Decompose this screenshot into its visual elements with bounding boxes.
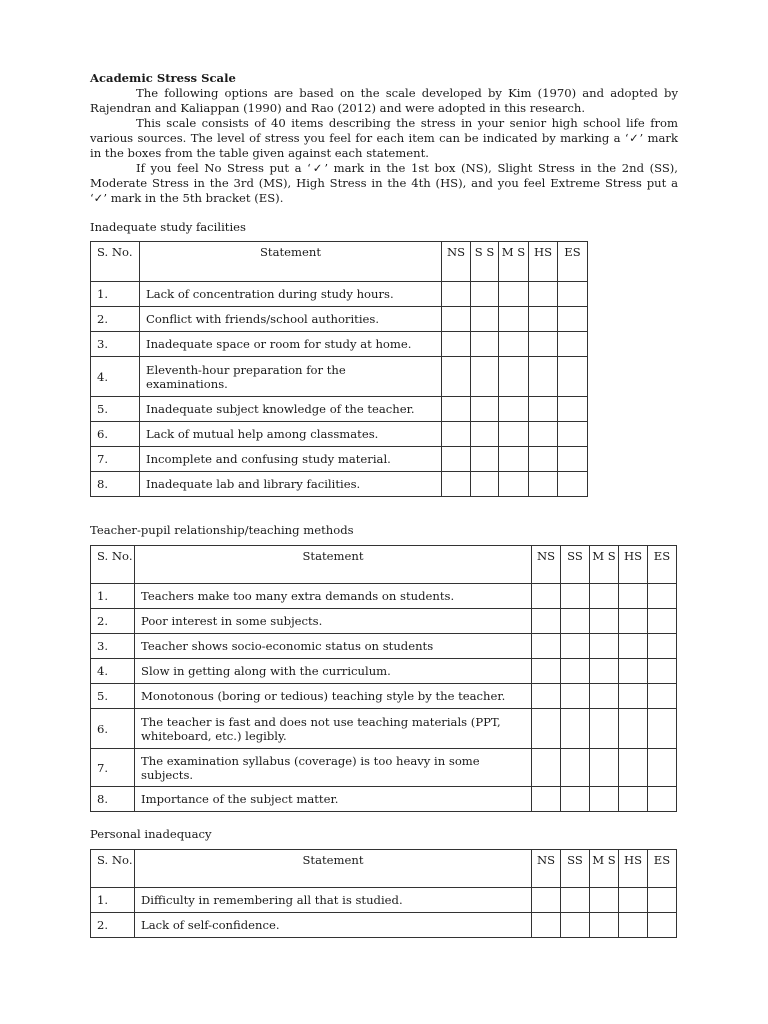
table-row [91, 422, 588, 447]
checkbox-ns[interactable] [442, 447, 471, 472]
checkbox-ns[interactable] [532, 634, 561, 659]
checkbox-ms[interactable] [499, 422, 529, 447]
table-row [91, 709, 677, 749]
table-row [91, 913, 677, 938]
row-number: 2. [91, 609, 135, 634]
checkbox-es[interactable] [648, 659, 677, 684]
header-ns: NS [532, 850, 561, 888]
row-number: 1. [91, 584, 135, 609]
checkbox-ns[interactable] [442, 307, 471, 332]
checkbox-ns[interactable] [442, 397, 471, 422]
document-title: Academic Stress Scale [90, 71, 236, 85]
row-number: 3. [91, 634, 135, 659]
row-number: 7. [91, 447, 140, 472]
checkbox-ms[interactable] [499, 357, 529, 397]
row-statement: Inadequate space or room for study at home. [140, 332, 442, 357]
checkbox-hs[interactable] [529, 332, 558, 357]
stress-table [90, 241, 588, 497]
intro-block [90, 71, 678, 206]
checkbox-ns[interactable] [442, 332, 471, 357]
checkbox-hs[interactable] [619, 913, 648, 938]
checkbox-ss[interactable] [561, 659, 590, 684]
row-statement: Lack of concentration during study hours. [140, 282, 442, 307]
checkbox-ms[interactable] [590, 584, 619, 609]
row-statement: Difficulty in remembering all that is studied. [135, 888, 532, 913]
header-es: ES [648, 850, 677, 888]
row-number: 6. [91, 422, 140, 447]
checkbox-ss[interactable] [471, 332, 499, 357]
checkbox-ms[interactable] [590, 659, 619, 684]
checkbox-ms[interactable] [590, 913, 619, 938]
checkbox-ms[interactable] [590, 749, 619, 787]
checkbox-es[interactable] [648, 787, 677, 812]
table-row [91, 472, 588, 497]
checkbox-ss[interactable] [561, 634, 590, 659]
header-ss: SS [561, 850, 590, 888]
checkbox-es[interactable] [558, 447, 588, 472]
row-statement: Poor interest in some subjects. [135, 609, 532, 634]
checkbox-hs[interactable] [529, 282, 558, 307]
checkbox-ms[interactable] [590, 609, 619, 634]
header-hs: HS [529, 242, 558, 282]
checkbox-ms[interactable] [590, 787, 619, 812]
table-row [91, 634, 677, 659]
row-statement: Lack of mutual help among classmates. [140, 422, 442, 447]
table-row [91, 447, 588, 472]
checkbox-ms[interactable] [590, 684, 619, 709]
checkbox-ns[interactable] [532, 787, 561, 812]
table-row [91, 609, 677, 634]
table-header-row [91, 850, 677, 888]
row-statement: Inadequate lab and library facilities. [140, 472, 442, 497]
header-es: ES [558, 242, 588, 282]
row-number: 5. [91, 397, 140, 422]
checkbox-ns[interactable] [532, 913, 561, 938]
checkbox-ns[interactable] [442, 422, 471, 447]
row-statement: Importance of the subject matter. [135, 787, 532, 812]
checkbox-es[interactable] [558, 472, 588, 497]
header-hs: HS [619, 546, 648, 584]
table-row [91, 749, 677, 787]
header-statement: Statement [135, 850, 532, 888]
checkbox-ns[interactable] [442, 357, 471, 397]
checkbox-ss[interactable] [471, 307, 499, 332]
row-statement: Monotonous (boring or tedious) teaching style by the teacher. [135, 684, 532, 709]
header-statement: Statement [135, 546, 532, 584]
checkbox-es[interactable] [558, 332, 588, 357]
table-header-row [91, 242, 588, 282]
checkbox-es[interactable] [648, 709, 677, 749]
checkbox-ms[interactable] [499, 307, 529, 332]
section-title: Teacher-pupil relationship/teaching methods [90, 523, 354, 537]
table-row [91, 282, 588, 307]
table-row [91, 888, 677, 913]
checkbox-ms[interactable] [499, 332, 529, 357]
checkbox-hs[interactable] [619, 749, 648, 787]
header-sno: S. No. [91, 850, 135, 888]
stress-table [90, 849, 677, 938]
row-statement: Teacher shows socio-economic status on students [135, 634, 532, 659]
checkbox-es[interactable] [648, 749, 677, 787]
checkbox-ss[interactable] [561, 609, 590, 634]
checkbox-hs[interactable] [529, 422, 558, 447]
checkbox-ss[interactable] [561, 709, 590, 749]
checkbox-ss[interactable] [471, 282, 499, 307]
checkbox-ss[interactable] [561, 913, 590, 938]
row-statement: Lack of self-confidence. [135, 913, 532, 938]
checkbox-es[interactable] [648, 609, 677, 634]
header-sno: S. No. [91, 242, 140, 282]
checkbox-ms[interactable] [499, 397, 529, 422]
row-statement: The teacher is fast and does not use teaching materials (PPT, whiteboard, etc.) legibly. [135, 709, 532, 749]
row-number: 8. [91, 472, 140, 497]
checkbox-ms[interactable] [499, 472, 529, 497]
intro-paragraph-1: The following options are based on the scale developed by Kim (1970) and adopted by Rajendran and Kaliappan (1990) and Rao (2012) and were adopted in this research. [90, 86, 678, 115]
header-ms: M S [499, 242, 529, 282]
header-statement: Statement [140, 242, 442, 282]
checkbox-ms[interactable] [590, 888, 619, 913]
checkbox-ms[interactable] [499, 447, 529, 472]
header-ss: S S [471, 242, 499, 282]
checkbox-ss[interactable] [561, 888, 590, 913]
checkbox-ns[interactable] [532, 684, 561, 709]
checkbox-ns[interactable] [532, 749, 561, 787]
checkbox-ns[interactable] [442, 282, 471, 307]
row-number: 4. [91, 357, 140, 397]
header-hs: HS [619, 850, 648, 888]
checkbox-hs[interactable] [619, 888, 648, 913]
checkbox-hs[interactable] [529, 472, 558, 497]
row-number: 7. [91, 749, 135, 787]
checkbox-ss[interactable] [471, 357, 499, 397]
row-statement: Slow in getting along with the curriculum. [135, 659, 532, 684]
checkbox-hs[interactable] [619, 684, 648, 709]
checkbox-ms[interactable] [590, 709, 619, 749]
checkbox-es[interactable] [648, 913, 677, 938]
checkbox-hs[interactable] [619, 709, 648, 749]
checkbox-es[interactable] [558, 307, 588, 332]
row-statement: Inadequate subject knowledge of the teacher. [140, 397, 442, 422]
checkbox-es[interactable] [558, 357, 588, 397]
row-statement: Teachers make too many extra demands on students. [135, 584, 532, 609]
intro-paragraph-2: This scale consists of 40 items describing the stress in your senior high school life from various sources. The level of stress you feel for each item can be indicated by marking a ‘✓’ mark in the boxes from the table given against each statement. [90, 116, 678, 160]
table-row [91, 307, 588, 332]
row-number: 1. [91, 888, 135, 913]
row-statement: Eleventh-hour preparation for the examinations. [140, 357, 442, 397]
checkbox-hs[interactable] [619, 609, 648, 634]
header-ns: NS [532, 546, 561, 584]
checkbox-hs[interactable] [529, 357, 558, 397]
row-number: 2. [91, 913, 135, 938]
checkbox-ss[interactable] [471, 447, 499, 472]
checkbox-ss[interactable] [561, 584, 590, 609]
checkbox-ns[interactable] [532, 659, 561, 684]
row-number: 2. [91, 307, 140, 332]
header-ss: SS [561, 546, 590, 584]
checkbox-es[interactable] [648, 888, 677, 913]
table-row [91, 397, 588, 422]
intro-paragraph-3: If you feel No Stress put a ‘✓’ mark in the 1st box (NS), Slight Stress in the 2nd (SS), Moderate Stress in the 3rd (MS), High Stress in the 4th (HS), and you feel Extreme Stress put a ‘✓’ mark in the 5th bracket (ES). [90, 161, 678, 205]
row-statement: Incomplete and confusing study material. [140, 447, 442, 472]
checkbox-es[interactable] [558, 282, 588, 307]
checkbox-ns[interactable] [532, 709, 561, 749]
row-number: 4. [91, 659, 135, 684]
checkbox-ss[interactable] [561, 684, 590, 709]
checkbox-es[interactable] [648, 584, 677, 609]
table-row [91, 659, 677, 684]
checkbox-ss[interactable] [471, 397, 499, 422]
checkbox-ms[interactable] [499, 282, 529, 307]
header-ns: NS [442, 242, 471, 282]
checkbox-hs[interactable] [529, 447, 558, 472]
header-sno: S. No. [91, 546, 135, 584]
checkbox-es[interactable] [558, 397, 588, 422]
stress-table [90, 545, 677, 812]
checkbox-hs[interactable] [529, 307, 558, 332]
header-ms: M S [590, 850, 619, 888]
checkbox-ms[interactable] [590, 634, 619, 659]
table-row [91, 332, 588, 357]
checkbox-ss[interactable] [471, 472, 499, 497]
checkbox-ss[interactable] [561, 749, 590, 787]
checkbox-hs[interactable] [619, 659, 648, 684]
section-title: Inadequate study facilities [90, 220, 246, 234]
header-es: ES [648, 546, 677, 584]
row-number: 3. [91, 332, 140, 357]
row-number: 6. [91, 709, 135, 749]
table-row [91, 584, 677, 609]
checkbox-ss[interactable] [471, 422, 499, 447]
row-statement: The examination syllabus (coverage) is too heavy in some subjects. [135, 749, 532, 787]
table-row [91, 357, 588, 397]
checkbox-hs[interactable] [619, 634, 648, 659]
table-header-row [91, 546, 677, 584]
section-title: Personal inadequacy [90, 827, 212, 841]
checkbox-es[interactable] [648, 684, 677, 709]
row-statement: Conflict with friends/school authorities. [140, 307, 442, 332]
checkbox-ss[interactable] [561, 787, 590, 812]
header-ms: M S [590, 546, 619, 584]
checkbox-es[interactable] [558, 422, 588, 447]
table-row [91, 787, 677, 812]
row-number: 5. [91, 684, 135, 709]
checkbox-hs[interactable] [619, 787, 648, 812]
checkbox-ns[interactable] [442, 472, 471, 497]
checkbox-es[interactable] [648, 634, 677, 659]
row-number: 1. [91, 282, 140, 307]
checkbox-hs[interactable] [529, 397, 558, 422]
row-number: 8. [91, 787, 135, 812]
checkbox-ns[interactable] [532, 609, 561, 634]
checkbox-hs[interactable] [619, 584, 648, 609]
checkbox-ns[interactable] [532, 584, 561, 609]
table-row [91, 684, 677, 709]
checkbox-ns[interactable] [532, 888, 561, 913]
